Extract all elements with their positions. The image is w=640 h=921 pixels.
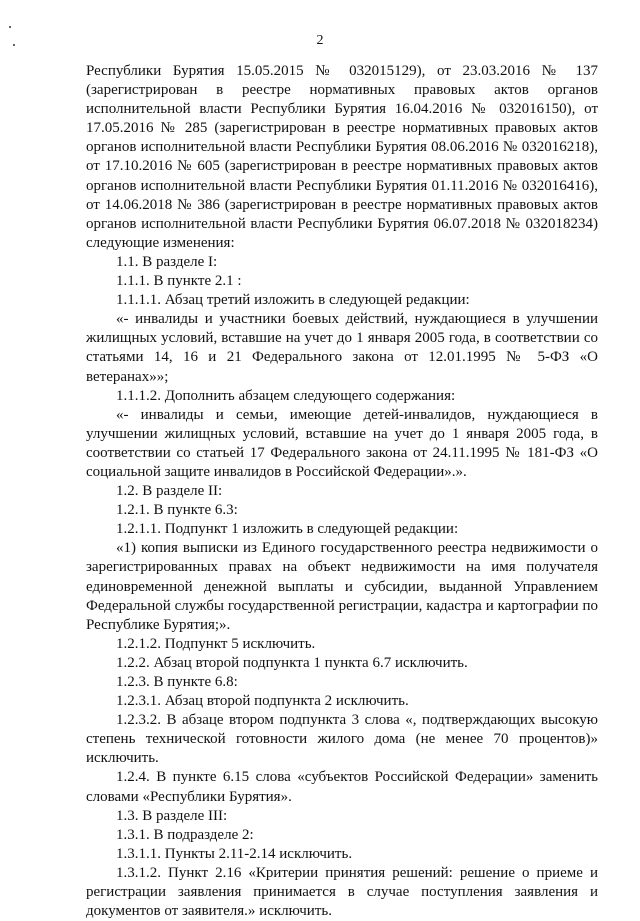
paragraph: 1.2.1.2. Подпункт 5 исключить. [116, 635, 316, 652]
paragraph: 1.2.1.1. Подпункт 1 изложить в следующей редакции: [116, 521, 459, 538]
paragraph: 1.2. В разделе II: [116, 483, 223, 500]
paragraph: 1.3.1. В подразделе 2: [116, 826, 254, 843]
paragraph: 1.1.1. В пункте 2.1 : [116, 273, 242, 290]
paragraph: 1.1.1.2. Дополнить абзацем следующего содержания: [116, 387, 456, 404]
page-number: 2 [316, 33, 324, 48]
paragraph: 1.2.3.2. В абзаце втором подпункта 3 слова «, подтверждающих высокую степень технической готовности жилого дома (не менее 70 процентов)» исключить. [86, 712, 598, 767]
paragraph-continuation: Республики Бурятия 15.05.2015 № 032015129), от 23.03.2016 № 137 (зарегистрирован в реестре нормативных правовых актов органов исполнительной власти Республики Бурятия 16.04.2016 № 032016150), от 17.05.2016 № 285 (зарегистрирован в реестре нормативных правовых актов органов исполнительной власти Республики Бурятия 08.06.2016 № 032016218), от 17.10.2016 № 605 (зарегистрирован в реестре нормативных правовых актов органов исполнительной власти Республики Бурятия 01.11.2016 № 032016416), от 14.06.2018 № 386 (зарегистрирован в реестре нормативных правовых актов органов исполнительной власти Республики Бурятия 06.07.2018 № 032018234) следующие изменения: [86, 63, 598, 251]
paragraph: 1.3.1.2. Пункт 2.16 «Критерии принятия решений: решение о приеме и регистрации заявления принимается в случае поступления заявления и документов от заявителя.» исключить. [86, 864, 598, 920]
paragraph: 1.2.3. В пункте 6.8: [116, 674, 238, 690]
paragraph: «- инвалиды и участники боевых действий, нуждающиеся в улучшении жилищных условий, вставшие на учет до 1 января 2005 года, в соответствии со статьями 14, 16 и 21 Федерального закона от 12.01.1995 № 5-ФЗ «О ветеранах»»; [86, 311, 598, 385]
paragraph: «- инвалиды и семьи, имеющие детей-инвалидов, нуждающиеся в улучшении жилищных условий, вставшие на учет до 1 января 2005 года, в соответствии со статьей 17 Федерального закона от 24.11.1995 № 181-ФЗ «О социальной защите инвалидов в Российской Федерации».». [86, 406, 598, 480]
paragraph: «1) копия выписки из Единого государственного реестра недвижимости о зарегистрированных правах на объект недвижимости на имя получателя единовременной денежной выплаты и субсидии, выданной Управлением Федеральной службы государственной регистрации, кадастра и картографии по Республике Бурятия;». [86, 540, 598, 633]
paragraph: 1.2.1. В пункте 6.3: [116, 502, 238, 519]
paragraph: 1.2.2. Абзац второй подпункта 1 пункта 6.7 исключить. [116, 654, 468, 671]
scan-artifact-dot [9, 26, 11, 28]
paragraph: 1.3.1.1. Пункты 2.11-2.14 исключить. [116, 845, 353, 862]
paragraph: 1.2.3.1. Абзац второй подпункта 2 исключить. [116, 693, 409, 710]
paragraph: 1.3. В разделе III: [116, 807, 228, 824]
document-body [86, 62, 598, 921]
paragraph: 1.1.1.1. Абзац третий изложить в следующей редакции: [116, 292, 470, 309]
paragraph: 1.2.4. В пункте 6.15 слова «субъектов Российской Федерации» заменить словами «Республики Бурятия». [86, 769, 598, 805]
paragraph: 1.1. В разделе I: [116, 253, 218, 270]
